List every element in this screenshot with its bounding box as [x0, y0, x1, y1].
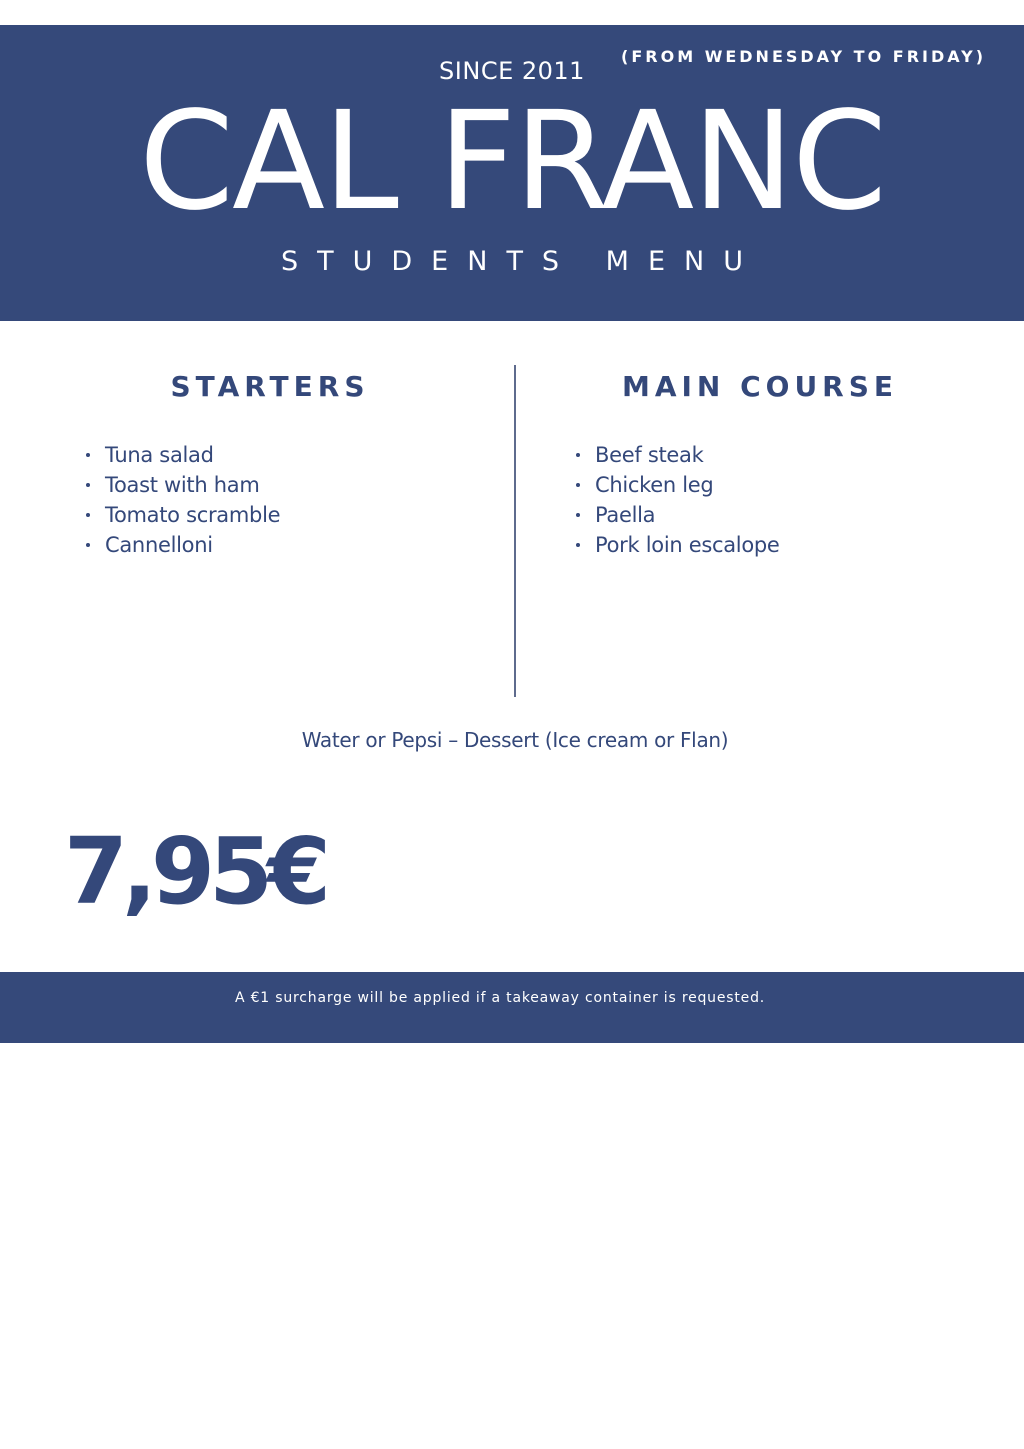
- starters-list: [14, 440, 526, 560]
- menu-price: 7,95€: [64, 818, 326, 925]
- main-course-list: [504, 440, 1016, 560]
- header-banner: [0, 25, 1024, 321]
- starters-section: [14, 370, 526, 560]
- availability-days: (FROM WEDNESDAY TO FRIDAY): [621, 47, 986, 66]
- menu-title: STUDENTS MENU: [281, 246, 762, 277]
- list-item: Tomato scramble: [86, 500, 526, 530]
- takeaway-surcharge-note: A €1 surcharge will be applied if a takeaway container is requested.: [234, 990, 766, 1006]
- list-item: Beef steak: [576, 440, 1016, 470]
- list-item: Pork loin escalope: [576, 530, 1016, 560]
- restaurant-name: CAL FRANC: [139, 83, 885, 241]
- main-course-title: MAIN COURSE: [621, 370, 899, 403]
- list-item: Chicken leg: [576, 470, 1016, 500]
- starters-title: STARTERS: [170, 370, 370, 403]
- drink-dessert-line: Water or Pepsi – Dessert (Ice cream or Flan): [301, 728, 729, 752]
- list-item: Cannelloni: [86, 530, 526, 560]
- main-course-section: [504, 370, 1016, 560]
- since-year: SINCE 2011: [439, 57, 585, 85]
- list-item: Toast with ham: [86, 470, 526, 500]
- list-item: Tuna salad: [86, 440, 526, 470]
- footer-banner: [0, 972, 1024, 1043]
- list-item: Paella: [576, 500, 1016, 530]
